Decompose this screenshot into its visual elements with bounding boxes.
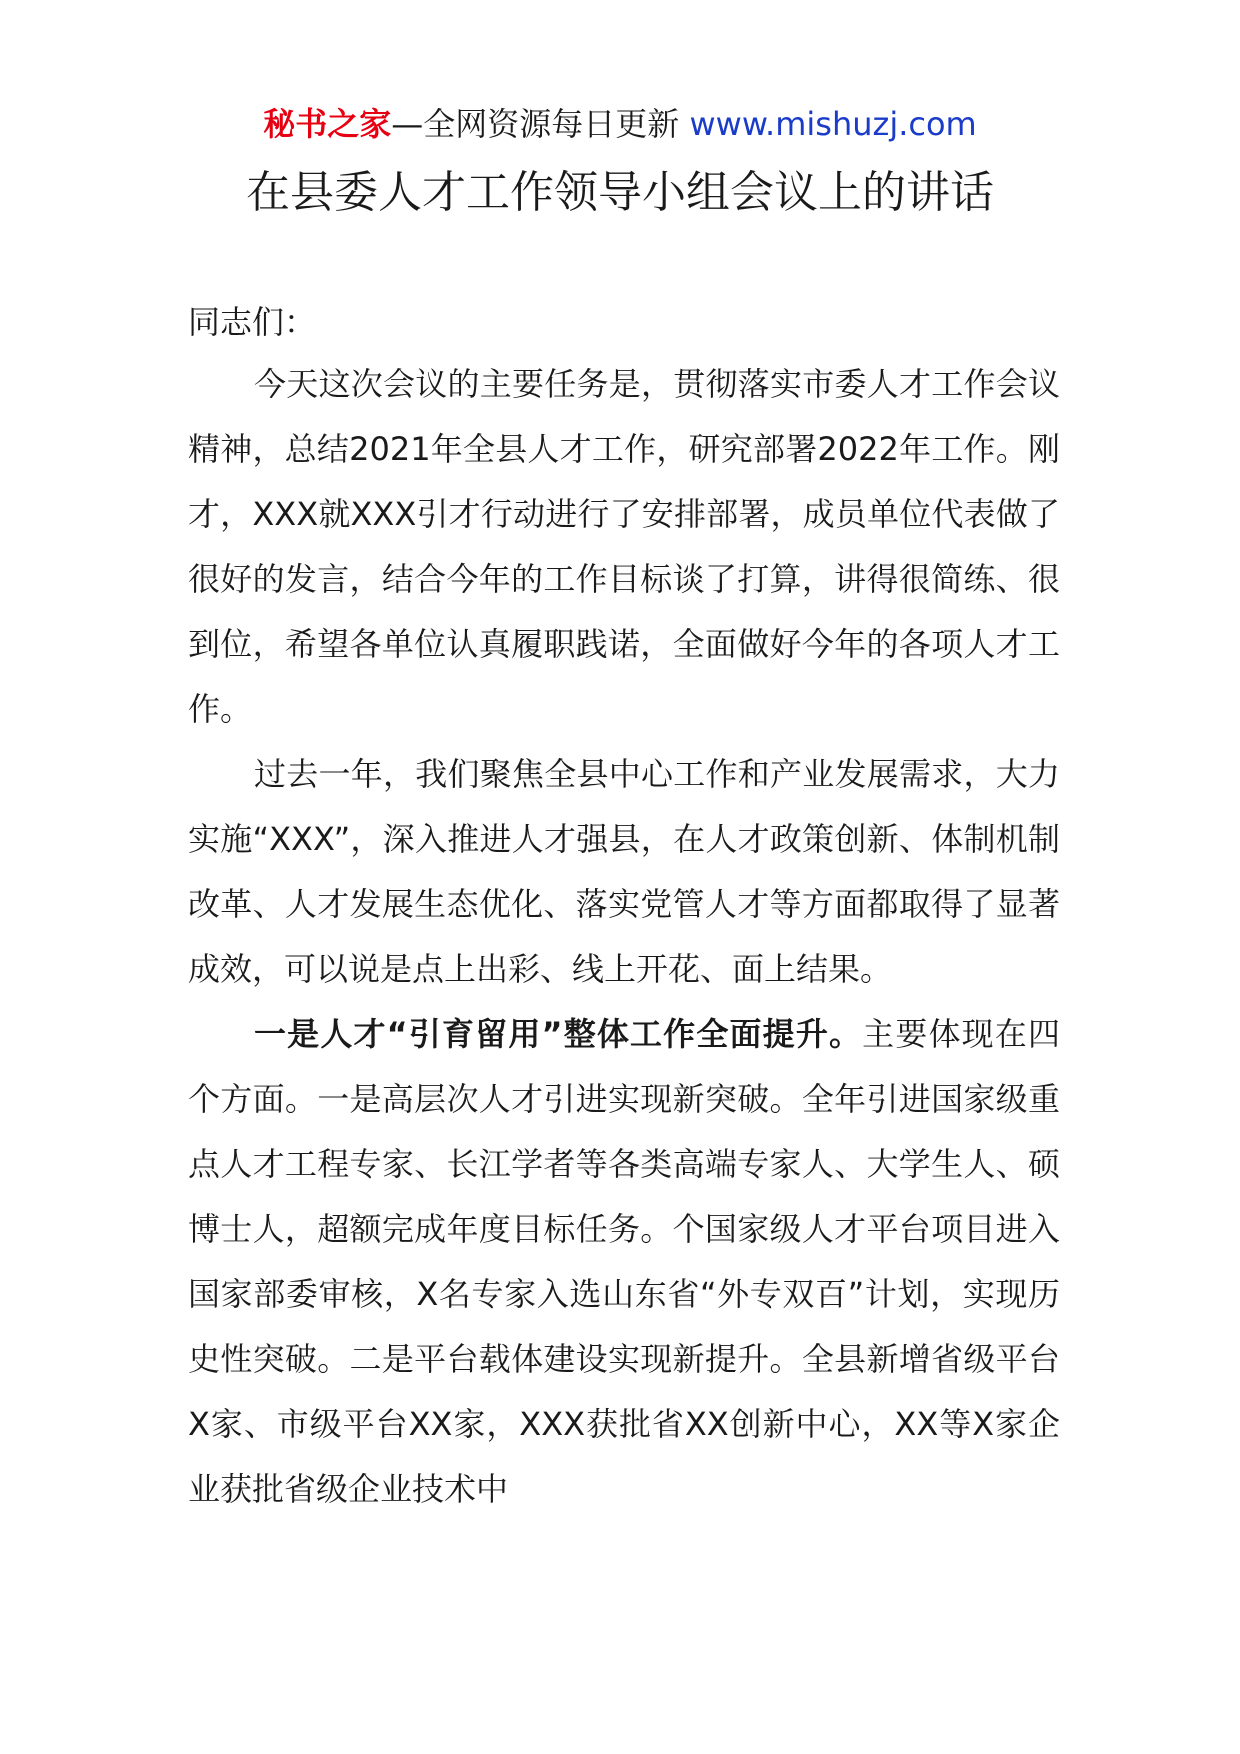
salutation: 同志们： bbox=[188, 303, 317, 341]
site-header bbox=[0, 100, 1240, 148]
paragraph-review: 过去一年，我们聚焦全县中心工作和产业发展需求，大力实施“XXX”，深入推进人才强县，在人才政策创新、体制机制改革、人才发展生态优化、落实党管人才等方面都取得了显著成效，可以说是点上出彩、线上开花、面上结果。 bbox=[188, 755, 1060, 988]
site-url-link[interactable]: www.mishuzj.com bbox=[689, 105, 977, 143]
header-tagline: —全网资源每日更新 bbox=[391, 105, 690, 143]
brand-name: 秘书之家 bbox=[263, 105, 392, 143]
paragraph-section-one bbox=[188, 1002, 1060, 1522]
section-one-text: 主要体现在四个方面。一是高层次人才引进实现新突破。全年引进国家级重点人才工程专家、长江学者等各类高端专家人、大学生人、硕博士人，超额完成年度目标任务。个国家级人才平台项目进入国家部委审核，X名专家入选山东省“外专双百”计划，实现历史性突破。二是平台载体建设实现新提升。全县新增省级平台X家、市级平台XX家，XXX获批省XX创新中心，XX等X家企业获批省级企业技术中 bbox=[188, 1015, 1060, 1508]
document-title: 在县委人才工作领导小组会议上的讲话 bbox=[246, 167, 994, 218]
document-body bbox=[188, 292, 1060, 1522]
section-one-heading: 一是人才“引育留用”整体工作全面提升。 bbox=[254, 1015, 863, 1053]
paragraph-intro: 今天这次会议的主要任务是，贯彻落实市委人才工作会议精神，总结2021年全县人才工作，研究部署2022年工作。刚才，XXX就XXX引才行动进行了安排部署，成员单位代表做了很好的发言，结合今年的工作目标谈了打算，讲得很简练、很到位，希望各单位认真履职践诺，全面做好今年的各项人才工作。 bbox=[188, 365, 1060, 728]
